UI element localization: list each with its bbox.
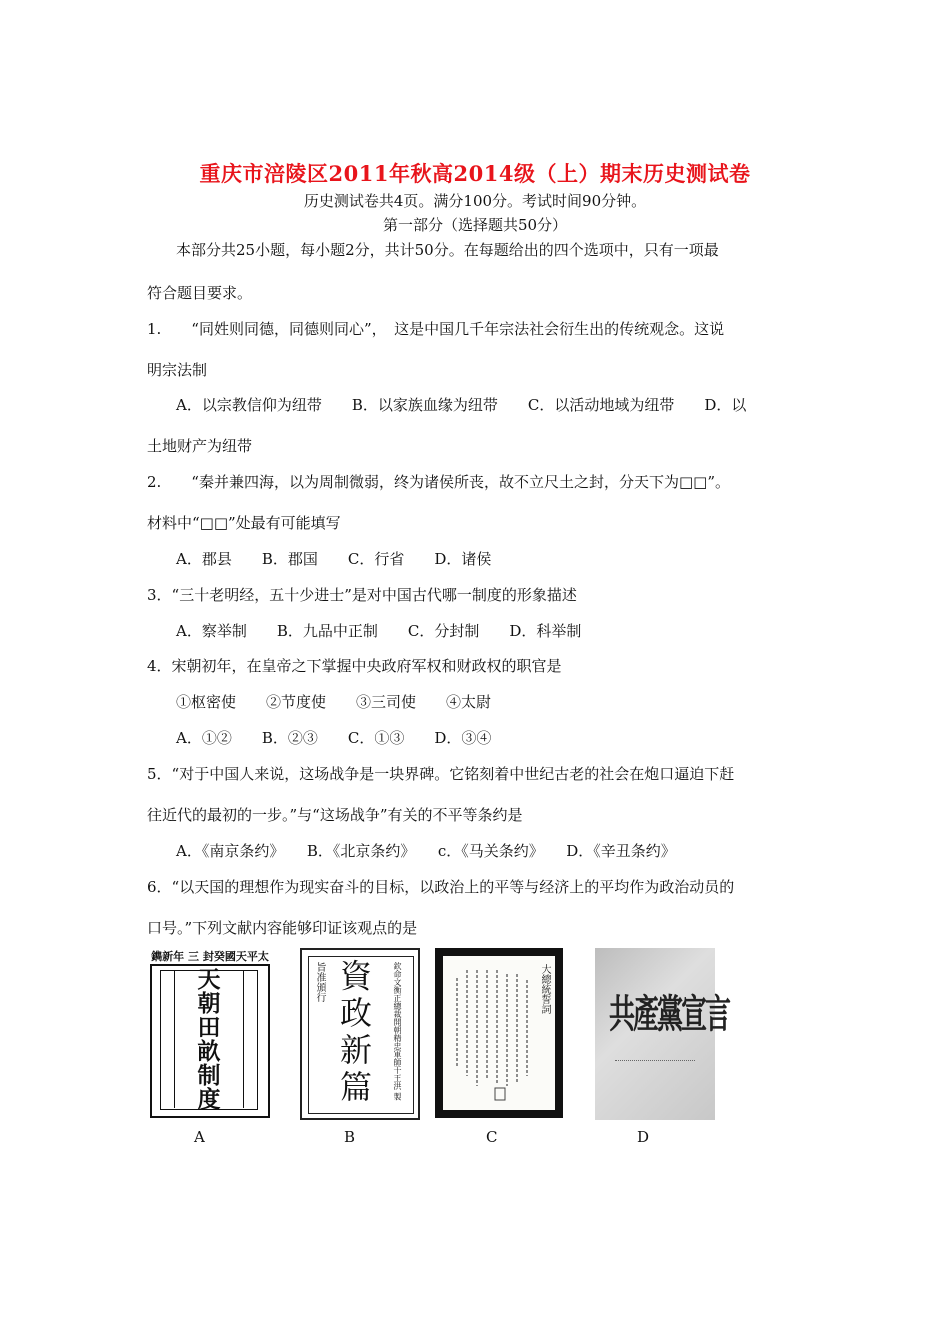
figure-a-char: 制: [197, 1062, 221, 1089]
figure-c-side-text: 大總統誓詞: [539, 964, 550, 1014]
figure-b-side-text: 旨准頒行: [314, 962, 325, 1002]
q1-stem-2: 明宗法制: [147, 361, 208, 379]
q5-stem-2: 往近代的最初的一步。”与“这场战争”有关的不平等条约是: [147, 806, 523, 824]
q6-stem-1: 6．“以天国的理想作为现实奋斗的目标，以政治上的平等与经济上的平均作为政治动员的: [147, 878, 735, 896]
q3-options: A．察举制 B．九品中正制 C．分封制 D．科举制: [176, 622, 582, 640]
part-heading: 第一部分（选择题共50分）: [382, 216, 568, 234]
instruction-line-1: 本部分共25小题，每小题2分，共计50分。在每题给出的四个选项中，只有一项最: [176, 241, 719, 259]
q2-stem-1: 2. “秦并兼四海，以为周制微弱，终为诸侯所丧，故不立尺土之封，分天下为□□”。: [147, 473, 730, 491]
page-title: 重庆市涪陵区2011年秋高2014级（上）期末历史测试卷: [199, 161, 751, 186]
q1-options-2: 土地财产为纽带: [147, 437, 253, 455]
q3-stem: 3．“三十老明经，五十少进士”是对中国古代哪一制度的形象描述: [147, 586, 577, 604]
q2-options: A．郡县 B．郡国 C．行省 D．诸侯: [176, 550, 492, 568]
figure-a-char: 度: [197, 1086, 221, 1113]
figure-a-caption: A: [194, 1128, 205, 1146]
q5-options: A．《南京条约》 B．《北京条约》 c．《马关条约》 D．《辛丑条约》: [176, 842, 676, 860]
figure-d-caption: D: [637, 1128, 650, 1146]
figure-a-image: [150, 948, 270, 1116]
q5-stem-1: 5．“对于中国人来说，这场战争是一块界碑。它铭刻着中世纪古老的社会在炮口逼迫下赶: [147, 765, 735, 783]
figure-b-char: 政: [339, 994, 372, 1032]
figure-b-right-text: 欽命文衡正總裁開朝精忠軍師干王洪 製: [393, 962, 402, 1101]
figure-a-top-text: 鐫新年 三 封癸國天平太: [151, 950, 269, 963]
instruction-line-2: 符合题目要求。: [147, 284, 253, 302]
figure-b-char: 篇: [339, 1068, 372, 1106]
figure-b-image: [300, 948, 420, 1120]
figure-a-char: 畝: [197, 1038, 221, 1065]
figure-a-char: 田: [197, 1014, 221, 1041]
q4-options: A．①② B．②③ C．①③ D．③④: [176, 729, 492, 747]
figure-c-image: [435, 948, 563, 1118]
figure-d-title: 共產黨宣言: [609, 993, 730, 1038]
figure-c-caption: C: [486, 1128, 498, 1146]
figure-a-char: 朝: [197, 990, 221, 1017]
q4-items: ①枢密使 ②节度使 ③三司使 ④太尉: [176, 693, 492, 711]
q1-options-1: A．以宗教信仰为纽带 B．以家族血缘为纽带 C．以活动地域为纽带 D．以: [176, 396, 747, 414]
figure-b-char: 資: [339, 957, 372, 995]
exam-subtitle: 历史测试卷共4页。满分100分。考试时间90分钟。: [303, 192, 647, 210]
figure-b-char: 新: [339, 1031, 372, 1069]
q6-stem-2: 口号。”下列文献内容能够印证该观点的是: [147, 919, 418, 937]
q2-stem-2: 材料中“□□”处最有可能填写: [147, 514, 341, 532]
figure-d-image: [595, 948, 730, 1120]
figure-row: [147, 948, 747, 1148]
q4-stem: 4．宋朝初年，在皇帝之下掌握中央政府军权和财政权的职官是: [147, 657, 562, 675]
figure-a-char: 天: [197, 966, 221, 993]
q1-stem-1: 1. “同姓则同德，同德则同心”， 这是中国几千年宗法社会衍生出的传统观念。这说: [147, 320, 725, 338]
figure-b-caption: B: [344, 1128, 356, 1146]
